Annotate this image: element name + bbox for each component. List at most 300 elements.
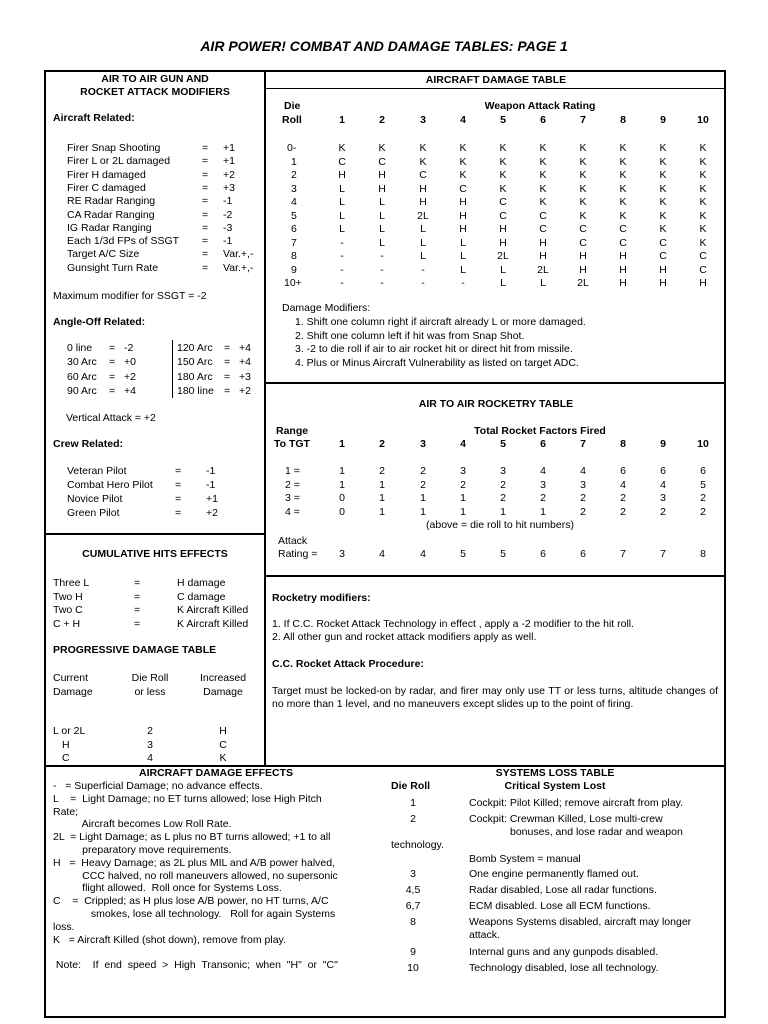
rocket-cell: 2 [500,478,506,491]
damage-cell: K [659,182,667,195]
damage-cell: K [539,142,547,154]
rocketry-range-label: Range [276,425,309,437]
cumulative-value: C damage [177,590,226,603]
damage-die-roll: 5 [291,209,297,222]
aircraft-modifier-equals: = [202,261,209,274]
right-divider-3 [265,575,726,577]
rocket-factors-label: Total Rocket Factors Fired [474,425,606,437]
rocket-cell: 1 [540,505,546,518]
rocket-cell: 3 [540,478,546,491]
damage-cell: K [659,155,667,168]
damage-effect-line: - = Superficial Damage; no advance effects. [53,780,263,792]
systems-loss-effect: Radar disabled, Lose all radar functions. [469,884,657,896]
rocket-cell: 2 [420,465,426,477]
rocket-column-header: 9 [660,438,666,450]
aircraft-modifier-value: -2 [223,208,233,221]
rocket-cell: 2 [500,492,506,504]
rocket-cell: 3 [580,478,586,491]
rocketry-modifier-2: 2. All other gun and rocket attack modifiers apply as well. [272,631,537,643]
damage-column-header: 2 [379,114,385,126]
damage-cell: C [579,223,587,235]
rocket-column-header: 8 [620,438,626,450]
damage-cell: L [379,196,385,208]
angle-left-value: +0 [124,356,136,369]
systems-loss-effect: Technology disabled, lose all technology. [469,962,659,974]
damage-cell: L [339,182,345,195]
rocket-cell: 4 [620,478,626,491]
damage-cell: K [619,155,627,168]
systems-loss-die-roll: 1 [410,797,416,809]
angle-left-label: 60 Arc [67,370,97,383]
damage-cell: K [539,155,547,168]
angle-off-heading: Angle-Off Related: [53,316,146,328]
aircraft-modifier-label: Firer Snap Shooting [67,142,161,154]
rocket-cell: 3 [660,492,666,504]
right-divider-2 [265,382,726,384]
rocket-cell: 2 [620,505,626,518]
angle-right-value: +3 [239,370,251,383]
attack-rating-value: 3 [339,548,345,560]
damage-cell: K [539,182,547,195]
rocketry-modifier-1: 1. If C.C. Rocket Attack Technology in effect , apply a -2 modifier to the hit roll. [272,618,635,630]
cumulative-value: K Aircraft Killed [177,604,249,616]
rocket-cell: 6 [620,465,626,477]
rocket-cell: 1 [460,492,466,504]
damage-cell: H [619,263,627,276]
damage-effect-line: L = Light Damage; no ET turns allowed; lose High Pitch [53,792,322,805]
cumulative-label: Two H [53,590,83,603]
damage-cell: L [540,277,546,289]
aircraft-modifier-value: -1 [223,195,233,208]
rocket-cell: 2 [460,478,466,491]
aircraft-modifier-value: -3 [223,221,233,234]
damage-cell: K [499,155,507,168]
damage-effect-line: CCC halved, no roll maneuvers allowed, no supersonic [53,869,338,882]
damage-cell: K [699,182,707,195]
attack-rating-value: 6 [580,548,586,560]
cumulative-label: Three L [53,577,90,589]
angle-right-label: 180 Arc [177,370,213,383]
aircraft-modifier-value: +1 [223,142,235,154]
aircraft-modifier-equals: = [202,168,209,181]
rocket-cell: 1 [460,505,466,518]
damage-cell: L [460,250,466,262]
damage-cell: - [340,277,344,289]
angle-right-value: +2 [239,384,251,397]
damage-cell: - [380,263,384,276]
damage-cell: K [499,182,507,195]
rocket-range: 3 = [285,492,300,504]
damage-die-roll: 2 [291,169,297,181]
rocket-column-header: 5 [500,438,506,450]
rating-label: Rating = [278,548,318,560]
systems-loss-die-roll: 4,5 [405,884,421,896]
progressive-col2-line1: Die Roll [131,672,169,684]
damage-cell: H [539,236,547,249]
damage-effect-line: 2L = Light Damage; as L plus no BT turns allowed; +1 to all [53,831,331,844]
attack-rating-value: 4 [379,548,385,560]
damage-die-label: Die [284,100,301,112]
systems-loss-effect: One engine permanently flamed out. [469,868,639,880]
rocket-cell: 1 [420,505,426,518]
damage-cell: 2L [497,250,509,262]
vertical-attack: Vertical Attack = +2 [66,412,156,424]
damage-effect-line: Aircraft becomes Low Roll Rate. [53,818,232,831]
damage-cell: H [499,236,507,249]
aircraft-modifier-equals: = [202,208,209,221]
damage-cell: - [421,277,425,289]
angle-right-equals: = [224,384,231,397]
systems-loss-die-roll: technology. [391,839,444,851]
damage-cell: H [699,277,707,289]
damage-cell: H [459,196,467,208]
crew-modifier-label: Green Pilot [67,507,120,519]
damage-cell: K [459,169,467,181]
attack-rating-value: 8 [700,548,706,560]
damage-cell: C [659,250,667,262]
damage-cell: K [659,142,667,154]
crew-related-heading: Crew Related: [53,438,124,450]
systems-loss-die-roll: 9 [410,946,416,958]
damage-column-header: 4 [460,114,466,126]
damage-effect-line: Note: If end speed > High Transonic; when "H" or "C" [53,959,338,972]
damage-cell: C [378,155,386,168]
damage-cell: H [619,277,627,289]
rocketry-to-tgt-label: To TGT [274,438,310,450]
progressive-heading: PROGRESSIVE DAMAGE TABLE [53,644,217,656]
damage-cell: - [340,263,344,276]
rocket-cell: 1 [339,465,345,477]
damage-cell: K [659,196,667,208]
crew-modifier-equals: = [175,507,182,519]
damage-cell: L [420,250,426,262]
aircraft-modifier-label: Gunsight Turn Rate [67,261,159,274]
damage-cell: C [499,196,507,208]
aircraft-modifier-equals: = [202,142,209,154]
damage-cell: - [461,277,465,289]
rocket-cell: 0 [339,505,345,518]
progressive-increased: K [219,752,227,764]
angle-right-equals: = [224,370,231,383]
attack-rating-value: 5 [460,548,466,560]
cumulative-label: Two C [53,604,83,616]
page-title: AIR POWER! COMBAT AND DAMAGE TABLES: PAGE 1 [200,38,568,54]
angle-left-label: 0 line [67,342,93,354]
progressive-current: H [62,738,70,751]
crew-modifier-equals: = [175,465,182,477]
attack-label: Attack [278,535,308,547]
rocket-cell: 3 [500,465,506,477]
angle-left-equals: = [109,342,116,354]
attack-rating-value: 7 [660,548,666,560]
damage-effect-line: H = Heavy Damage; as 2L plus MIL and A/B power halved, [53,856,335,869]
systems-loss-effect: attack. [469,929,500,941]
damage-cell: H [539,250,547,262]
crew-modifier-equals: = [175,479,182,491]
attack-rating-value: 4 [420,548,426,560]
damage-modifiers-heading: Damage Modifiers: [282,302,371,314]
cumulative-equals: = [134,577,141,589]
damage-cell: K [579,169,587,181]
damage-cell: H [579,250,587,262]
angle-right-value: +4 [239,356,251,369]
damage-cell: - [340,250,344,262]
progressive-col1-line2: Damage [53,686,93,698]
procedure-heading: C.C. Rocket Attack Procedure: [272,658,424,670]
damage-cell: K [659,209,667,222]
cumulative-value: K Aircraft Killed [177,617,249,630]
damage-cell: K [499,169,507,181]
damage-cell: L [420,223,426,235]
damage-cell: K [619,209,627,222]
damage-cell: K [659,169,667,181]
cumulative-equals: = [134,590,141,603]
damage-cell: C [659,236,667,249]
damage-cell: K [619,169,627,181]
damage-cell: K [338,142,346,154]
damage-die-roll: 1 [291,155,297,168]
damage-column-header: 1 [339,114,345,126]
rocket-range: 1 = [285,465,300,477]
progressive-col3-line1: Increased [199,672,247,684]
aircraft-modifier-label: Firer C damaged [67,181,146,194]
weapon-attack-rating-label: Weapon Attack Rating [484,100,596,112]
damage-cell: K [579,142,587,154]
progressive-current: C [62,752,70,764]
damage-cell: K [699,223,707,235]
damage-cell: H [659,263,667,276]
aircraft-modifier-equals: = [202,248,209,261]
damage-effect-line: K = Aircraft Killed (shot down), remove from play. [53,933,286,946]
rocket-cell: 2 [580,505,586,518]
damage-die-roll: 7 [291,236,297,249]
left-divider [44,533,265,535]
rocket-cell: 1 [420,492,426,504]
aircraft-modifier-value: Var.+,- [223,261,254,274]
rocket-cell: 4 [660,478,666,491]
aircraft-modifier-label: IG Radar Ranging [67,221,152,234]
damage-cell: C [699,250,707,262]
rocket-column-header: 2 [379,438,385,450]
damage-cell: K [419,155,427,168]
damage-column-header: 9 [660,114,666,126]
angle-right-equals: = [224,342,231,354]
rocket-cell: 2 [540,492,546,504]
systems-loss-effect: Internal guns and any gunpods disabled. [469,946,659,958]
rocket-cell: 2 [420,478,426,491]
rocket-cell: 5 [700,478,706,491]
crew-modifier-label: Veteran Pilot [67,465,127,477]
damage-cell: C [539,223,547,235]
damage-cell: H [459,209,467,222]
rocket-cell: 6 [660,465,666,477]
cumulative-label: C + H [53,617,81,630]
die-roll-label: Die Roll [391,780,431,792]
rocket-cell: 1 [339,478,345,491]
damage-cell: K [699,196,707,208]
angle-left-value: +4 [124,384,136,397]
damage-column-header: 6 [540,114,546,126]
rocket-column-header: 10 [697,438,709,450]
damage-die-roll: 4 [291,196,297,208]
damage-die-roll: 8 [291,250,297,262]
damage-cell: 2L [417,209,429,222]
damage-cell: K [619,142,627,154]
systems-loss-effect: Cockpit: Crewman Killed, Lose multi-crew [469,813,663,825]
damage-effect-line: preparatory move requirements. [53,844,232,856]
damage-cell: 2L [537,263,549,276]
damage-cell: K [459,142,467,154]
damage-cell: H [619,250,627,262]
rocket-cell: 3 [460,465,466,477]
crew-modifier-value: +2 [206,507,218,519]
systems-loss-effect: Weapons Systems disabled, aircraft may longer [469,916,692,928]
rocket-cell: 2 [620,492,626,504]
damage-cell: L [379,223,385,235]
aircraft-modifier-equals: = [202,235,209,248]
damage-cell: L [339,196,345,208]
damage-cell: K [539,169,547,181]
damage-cell: H [338,169,346,181]
systems-loss-die-roll: 3 [410,868,416,880]
angle-left-label: 30 Arc [67,356,97,369]
damage-modifier-item: 3. -2 to die roll if air to air rocket hit or direct hit from missile. [295,343,573,355]
rocket-cell: 2 [580,492,586,504]
cumulative-value: H damage [177,577,226,589]
attack-rating-value: 5 [500,548,506,560]
damage-cell: L [339,223,345,235]
angle-right-label: 150 Arc [177,356,213,369]
systems-loss-effect: Cockpit: Pilot Killed; remove aircraft from play. [469,797,683,809]
aircraft-modifier-label: Target A/C Size [67,248,140,261]
aircraft-modifier-equals: = [202,221,209,234]
damage-modifier-item: 2. Shift one column left if hit was from Snap Shot. [295,329,525,342]
angle-right-label: 180 line [177,384,214,397]
damage-cell: K [699,209,707,222]
damage-cell: H [499,223,507,235]
damage-cell: K [579,155,587,168]
crew-modifier-value: +1 [206,493,218,505]
damage-cell: C [619,223,627,235]
damage-cell: K [579,196,587,208]
damage-cell: L [339,209,345,222]
rocket-cell: 2 [660,505,666,518]
damage-cell: C [579,236,587,249]
damage-die-roll: 10+ [284,277,302,289]
damage-cell: K [579,209,587,222]
critical-system-label: Critical System Lost [504,780,606,792]
angle-right-equals: = [224,356,231,369]
progressive-col2-line2: or less [134,686,166,698]
rocket-cell: 0 [339,492,345,504]
crew-modifier-label: Novice Pilot [67,493,123,505]
right-divider-1 [265,88,726,89]
crew-modifier-value: -1 [206,465,216,477]
rocket-cell: 2 [379,465,385,477]
angle-left-value: +2 [124,370,136,383]
angle-left-equals: = [109,356,116,369]
column-divider [264,70,266,766]
rocket-cell: 1 [379,478,385,491]
damage-cell: K [378,142,386,154]
rocket-cell: 1 [500,505,506,518]
damage-cell: C [459,182,467,195]
progressive-die-roll: 2 [147,725,153,737]
systems-loss-effect: bonuses, and lose radar and weapon [510,826,683,838]
damage-cell: L [420,236,426,249]
damage-cell: H [419,182,427,195]
angle-left-value: -2 [124,342,134,354]
rocket-cell: 1 [379,492,385,504]
damage-cell: H [659,277,667,289]
damage-cell: K [539,196,547,208]
damage-cell: K [579,182,587,195]
damage-cell: K [619,196,627,208]
damage-die-roll: 3 [291,182,297,195]
rocketry-modifiers-heading: Rocketry modifiers: [272,592,371,604]
damage-effect-line: Rate; [53,805,79,818]
aircraft-modifier-label: CA Radar Ranging [67,208,155,221]
angle-left-equals: = [109,370,116,383]
angle-left-label: 90 Arc [67,384,97,397]
damage-cell: C [619,236,627,249]
cumulative-heading: CUMULATIVE HITS EFFECTS [82,548,228,560]
cumulative-equals: = [134,617,141,630]
aircraft-related-heading: Aircraft Related: [53,112,135,124]
damage-cell: H [579,263,587,276]
systems-loss-die-roll: 6,7 [405,900,421,912]
angle-right-value: +4 [239,342,251,354]
systems-loss-effect: Bomb System = manual [469,853,581,865]
modifiers-heading-2: ROCKET ATTACK MODIFIERS [80,86,230,98]
damage-cell: 2L [577,277,589,289]
damage-cell: H [378,169,386,181]
damage-effect-line: smokes, lose all technology. Roll for again Systems [53,908,336,920]
aircraft-modifier-label: Firer H damaged [67,168,146,181]
damage-cell: K [419,142,427,154]
damage-cell: K [699,155,707,168]
rocket-cell: 1 [379,505,385,518]
rocket-cell: 6 [700,465,706,477]
progressive-col1-line1: Current [53,672,89,684]
damage-effect-line: C = Crippled; as H plus lose A/B power, no HT turns, A/C [53,895,329,908]
damage-cell: H [419,196,427,208]
attack-rating-value: 6 [540,548,546,560]
progressive-increased: C [219,738,227,751]
damage-cell: K [699,236,707,249]
aircraft-modifier-equals: = [202,195,209,208]
aircraft-modifier-label: Firer L or 2L damaged [67,155,171,168]
rocket-column-header: 6 [540,438,546,450]
rocket-column-header: 1 [339,438,345,450]
damage-die-roll: 6 [291,223,297,235]
rocket-column-header: 3 [420,438,426,450]
damage-cell: H [459,223,467,235]
damage-cell: K [499,142,507,154]
systems-loss-effect: ECM disabled. Lose all ECM functions. [469,900,651,912]
crew-modifier-label: Combat Hero Pilot [67,479,153,491]
damage-column-header: 7 [580,114,586,126]
damage-column-header: 10 [697,114,709,126]
rocket-range: 2 = [285,478,300,491]
damage-cell: - [340,236,344,249]
damage-effects-heading: AIRCRAFT DAMAGE EFFECTS [139,767,293,779]
attack-rating-value: 7 [620,548,626,560]
angle-divider [172,340,173,398]
damage-cell: C [419,169,427,181]
damage-cell: L [500,277,506,289]
aircraft-modifier-equals: = [202,181,209,194]
